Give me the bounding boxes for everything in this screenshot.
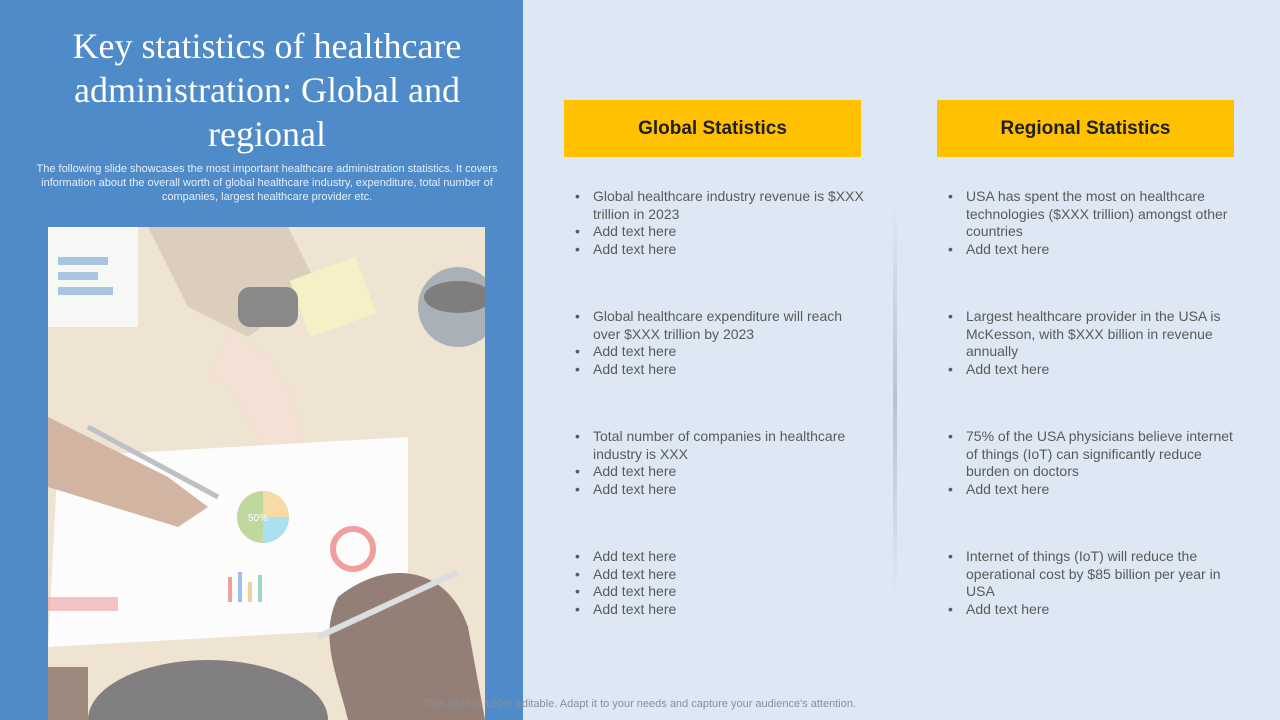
list-item: • Add text here bbox=[575, 601, 865, 619]
meeting-photo-illustration bbox=[48, 227, 485, 720]
list-item: • Add text here bbox=[575, 223, 865, 241]
global-group-4 bbox=[575, 548, 865, 668]
list-item: • Total number of companies in healthcare industry is XXX bbox=[575, 428, 865, 463]
column-divider bbox=[893, 200, 897, 600]
list-item: • Add text here bbox=[948, 601, 1238, 619]
global-group-2 bbox=[575, 308, 865, 428]
list-item: • Global healthcare industry revenue is $XXX trillion in 2023 bbox=[575, 188, 865, 223]
list-item: • Add text here bbox=[575, 463, 865, 481]
list-item: • Internet of things (IoT) will reduce the operational cost by $85 billion per year in USA bbox=[948, 548, 1238, 601]
meeting-photo bbox=[48, 227, 485, 720]
photo-chart-label: 50% bbox=[248, 513, 269, 524]
list-item: • 75% of the USA physicians believe internet of things (IoT) can significantly reduce burden on doctors bbox=[948, 428, 1238, 481]
list-item: • Add text here bbox=[948, 241, 1238, 259]
list-item: • Add text here bbox=[575, 481, 865, 499]
list-item: • Add text here bbox=[575, 583, 865, 601]
slide-title: Key statistics of healthcare administration: Global and regional bbox=[72, 26, 462, 154]
list-item: • Add text here bbox=[575, 343, 865, 361]
list-item: • Add text here bbox=[575, 241, 865, 259]
list-item: • Add text here bbox=[948, 481, 1238, 499]
regional-group-3 bbox=[948, 428, 1238, 548]
regional-statistics-header: Regional Statistics bbox=[937, 100, 1234, 157]
global-group-1 bbox=[575, 188, 865, 308]
list-item: • Add text here bbox=[575, 566, 865, 584]
list-item: • Add text here bbox=[575, 548, 865, 566]
list-item: • Largest healthcare provider in the USA is McKesson, with $XXX billion in revenue annually bbox=[948, 308, 1238, 361]
global-group-3 bbox=[575, 428, 865, 548]
left-panel bbox=[0, 0, 523, 720]
regional-group-2 bbox=[948, 308, 1238, 428]
global-statistics-header: Global Statistics bbox=[564, 100, 861, 157]
slide-subtitle: The following slide showcases the most important healthcare administration statistics. It covers information about the overall worth of global healthcare industry, expenditure, total number of companies, largest healthcare provider etc. bbox=[36, 163, 498, 203]
list-item: • USA has spent the most on healthcare technologies ($XXX trillion) amongst other countries bbox=[948, 188, 1238, 241]
regional-statistics-column bbox=[948, 188, 1238, 668]
global-statistics-column bbox=[575, 188, 865, 668]
footer-note: This slide is 100% editable. Adapt it to your needs and capture your audience's attention. bbox=[424, 698, 856, 710]
regional-group-4 bbox=[948, 548, 1238, 668]
regional-group-1 bbox=[948, 188, 1238, 308]
list-item: • Add text here bbox=[575, 361, 865, 379]
list-item: • Add text here bbox=[948, 361, 1238, 379]
list-item: • Global healthcare expenditure will reach over $XXX trillion by 2023 bbox=[575, 308, 865, 343]
